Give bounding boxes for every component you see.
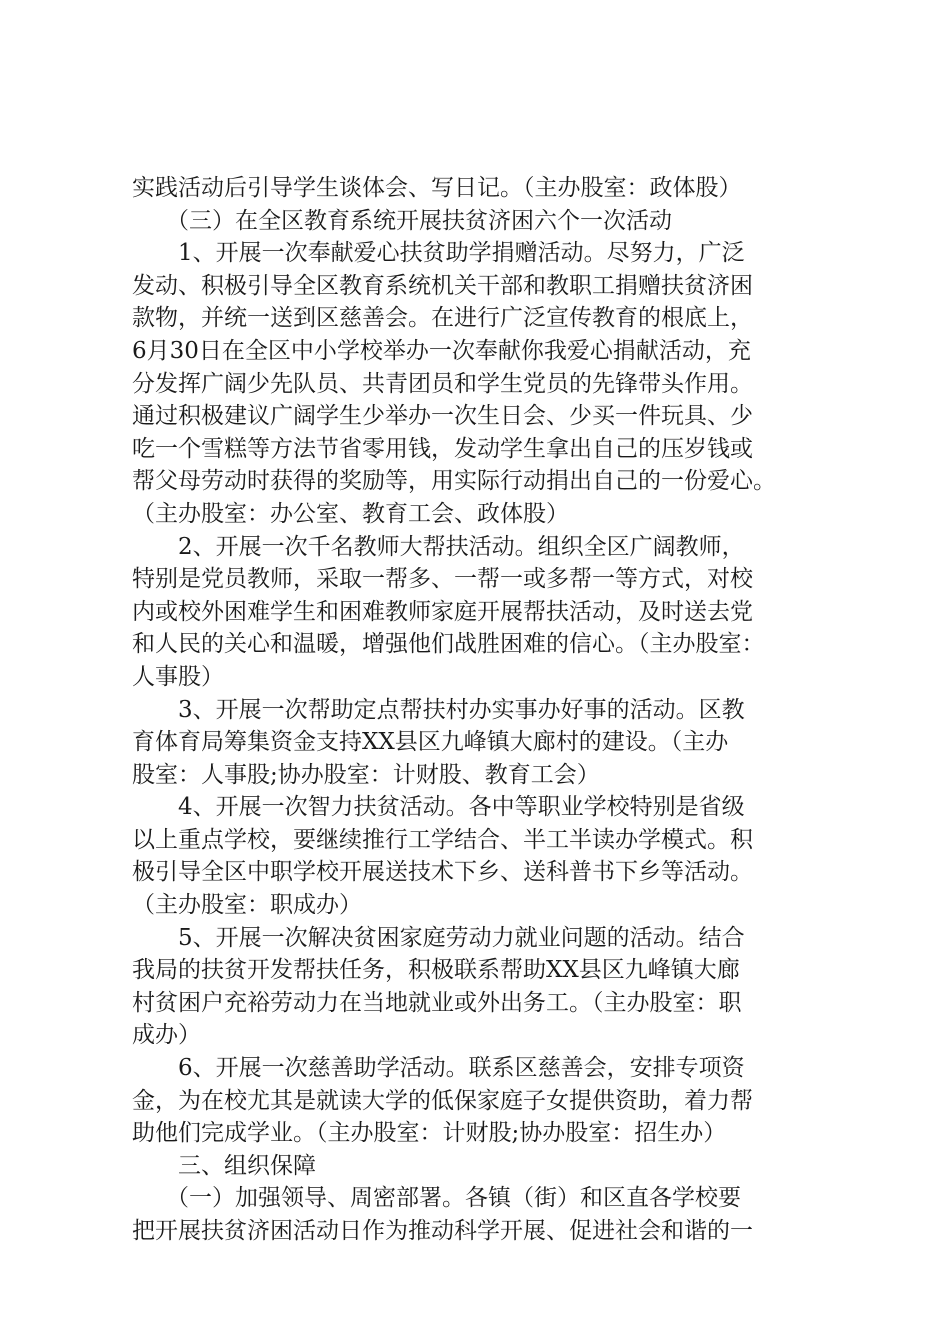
paragraph-start: 2、开展一次千名教师大帮扶活动。组织全区广阔教师， (178, 533, 745, 560)
text-line: 通过积极建议广阔学生少举办一次生日会、少买一件玩具、少 (132, 403, 753, 430)
text-line: 分发挥广阔少先队员、共青团员和学生党员的先锋带头作用。 (132, 370, 753, 397)
document-body (132, 172, 832, 1248)
paragraph-start: （一）加强领导、周密部署。各镇（街）和区直各学校要 (166, 1185, 741, 1212)
paragraph-start: 6、开展一次慈善助学活动。联系区慈善会，安排专项资 (178, 1055, 745, 1082)
text-line: 特别是党员教师，采取一帮多、一帮一或多帮一等方式，对校 (132, 566, 753, 593)
text-line: 6月30日在全区中小学校举办一次奉献你我爱心捐献活动，充 (132, 337, 751, 364)
text-line: 极引导全区中职学校开展送技术下乡、送科普书下乡等活动。 (132, 859, 753, 886)
paragraph-start: 1、开展一次奉献爱心扶贫助学捐赠活动。尽努力，广泛 (178, 240, 745, 267)
text-line: 村贫困户充裕劳动力在当地就业或外出务工。（主办股室：职 (132, 989, 742, 1016)
text-line: 内或校外困难学生和困难教师家庭开展帮扶活动，及时送去党 (132, 598, 753, 625)
text-line: 成办） (132, 1022, 201, 1049)
text-line: 股室：人事股;协办股室：计财股、教育工会） (132, 761, 600, 788)
text-line: 把开展扶贫济困活动日作为推动科学开展、促进社会和谐的一 (132, 1218, 753, 1244)
text-line: （主办股室：职成办） (132, 892, 362, 919)
text-line: 金，为在校尤其是就读大学的低保家庭子女提供资助，着力帮 (132, 1087, 753, 1114)
text-line: 款物，并统一送到区慈善会。在进行广泛宣传教育的根底上， (132, 305, 753, 332)
paragraph-start: 3、开展一次帮助定点帮扶村办实事办好事的活动。区教 (178, 696, 745, 723)
section-heading: （三）在全区教育系统开展扶贫济困六个一次活动 (166, 207, 672, 234)
text-line: 实践活动后引导学生谈体会、写日记。（主办股室：政体股） (132, 175, 742, 201)
text-line: 帮父母劳动时获得的奖励等，用实际行动捐出自己的一份爱心。 (132, 468, 776, 495)
text-line: 人事股） (132, 663, 224, 690)
section-heading: 三、组织保障 (178, 1152, 316, 1179)
text-line: 育体育局筹集资金支持XX县区九峰镇大廊村的建设。（主办 (132, 729, 729, 756)
text-line: （主办股室：办公室、教育工会、政体股） (132, 500, 569, 527)
paragraph-start: 5、开展一次解决贫困家庭劳动力就业问题的活动。结合 (178, 924, 745, 951)
paragraph-start: 4、开展一次智力扶贫活动。各中等职业学校特别是省级 (178, 794, 745, 821)
text-line: 以上重点学校，要继续推行工学结合、半工半读办学模式。积 (132, 826, 753, 853)
text-line: 助他们完成学业。（主办股室：计财股;协办股室：招生办） (132, 1120, 727, 1147)
text-line: 吃一个雪糕等方法节省零用钱，发动学生拿出自己的压岁钱或 (132, 435, 753, 462)
text-line: 我局的扶贫开发帮扶任务，积极联系帮助XX县区九峰镇大廊 (132, 957, 740, 984)
text-line: 发动、积极引导全区教育系统机关干部和教职工捐赠扶贫济困 (132, 272, 753, 299)
text-line: 和人民的关心和温暖，增强他们战胜困难的信心。（主办股室： (132, 631, 765, 658)
